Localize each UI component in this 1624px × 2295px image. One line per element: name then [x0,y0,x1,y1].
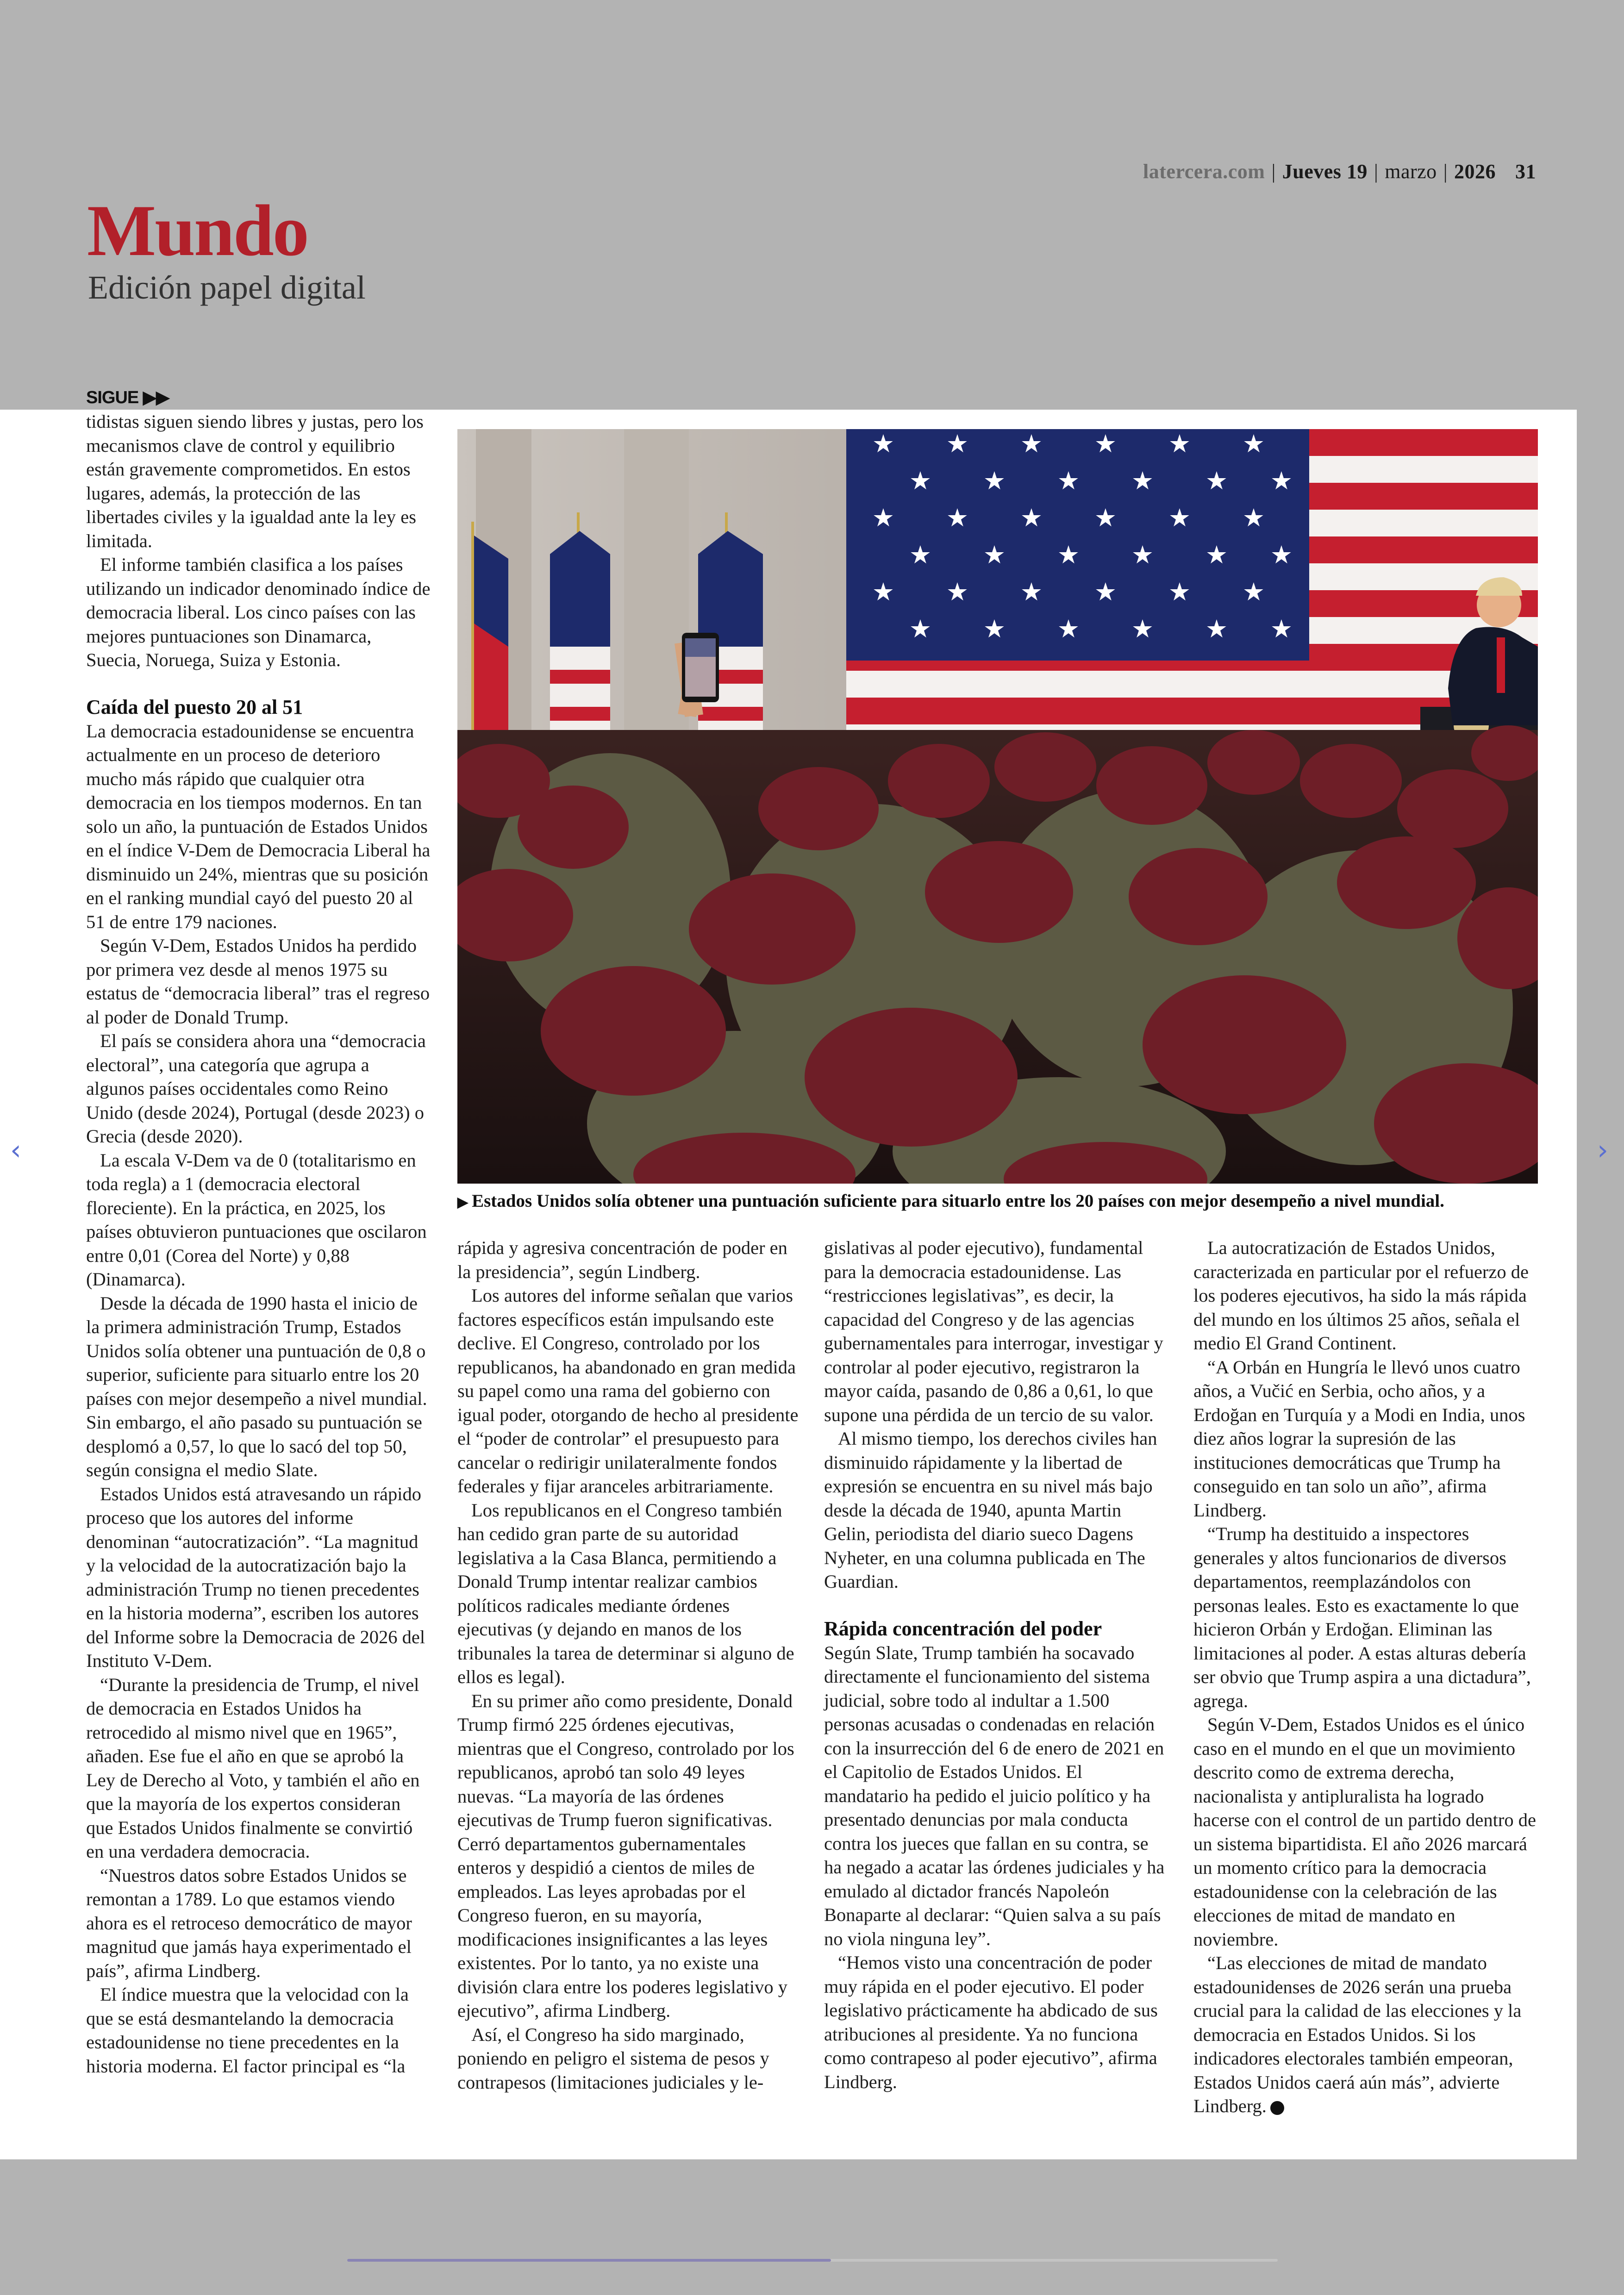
issue-meta [1143,160,1536,183]
issue-day: Jueves 19 [1282,160,1368,183]
paragraph: El índice muestra que la velocidad con la que se está desmantelando la democracia estadounidense no tiene precedentes en la historia moderna. El factor principal es “la [86,1984,409,2077]
caption-text: Estados Unidos solía obtener una puntuación suficiente para situarlo entre los 20 países con mejor desempeño a nivel mundial. [472,1191,1444,1211]
meta-separator: | [1443,160,1448,183]
svg-text:★: ★ [1057,466,1080,495]
paragraph: gislativas al poder ejecutivo), fundamental para la democracia estadounidense. Las “restricciones legislativas”, es decir, la capacidad del Congreso y de las agencias gubernamentales para interrogar, investigar y controlar al poder ejecutivo, registraron la mayor caída, pasando de 0,86 a 0,61, lo que supone una pérdida de un tercio de su valor. [824,1237,1163,1425]
meta-separator: | [1271,160,1276,183]
svg-text:★: ★ [1205,540,1228,569]
svg-text:★: ★ [1270,614,1293,643]
paragraph: El informe también clasifica a los países utilizando un indicador denominado índice de democracia liberal. Los cinco países con las mejores puntuaciones son Dinamarca, Suecia, Noruega, Suiza y Estonia. [86,554,431,670]
svg-text:★: ★ [1242,429,1265,458]
svg-text:★: ★ [1242,503,1265,532]
edition-subtitle: Edición papel digital [88,269,366,306]
caption-marker-icon: ▶ [457,1195,468,1210]
issue-month: marzo [1385,160,1437,183]
svg-text:★: ★ [1270,540,1293,569]
section-title: Mundo [87,190,308,271]
paragraph: rápida y agresiva concentración de poder en la presidencia”, según Lindberg. [457,1237,787,1282]
svg-text:★: ★ [909,614,932,643]
svg-text:★: ★ [1094,503,1117,532]
prev-page-button[interactable]: ‹ [10,1134,21,1166]
svg-text:★: ★ [1094,577,1117,606]
paragraph: “Durante la presidencia de Trump, el nivel de democracia en Estados Unidos ha retrocedido al mismo nivel que en 1965”, añaden. Ese fue el año en que se aprobó la Ley de Derecho al Voto, y también el año en que la mayoría de los expertos consideran que Estados Unidos finalmente se convirtió en una verdadera democracia. [86,1674,420,1862]
paragraph: Desde la década de 1990 hasta el inicio de la primera administración Trump, Estados Unidos solía obtener una puntuación de 0,8 o superior, suficiente para situarlo entre los 20 países con mejor desempeño a nivel mundial. Sin embargo, el año pasado su puntuación se desplomó a 0,57, lo que lo sacó del top 50, según consigna el medio Slate. [86,1292,427,1480]
svg-text:★: ★ [983,614,1006,643]
paragraph: La escala V-Dem va de 0 (totalitarismo en toda regla) a 1 (democracia electoral floreciente). En la práctica, en 2025, los países obtuvieron puntuaciones que oscilaron entre 0,01 (Corea del Norte) y 0,88 (Dinamarca). [86,1149,427,1290]
svg-text:★: ★ [1057,540,1080,569]
paragraph: En su primer año como presidente, Donald Trump firmó 225 órdenes ejecutivas, mientras que el Congreso, controlado por los republicanos, aprobó tan solo 49 leyes nuevas. “La mayoría de las órdenes ejecutivas de Trump fueron significativas. Cerró departamentos gubernamentales enteros y despidió a cientos de miles de empleados. Las leyes aprobadas por el Congreso fueron, en su mayoría, modificaciones insignificantes a las leyes existentes. Por lo tanto, ya no existe una división clara entre los poderes legislativo y ejecutivo”, afirma Lindberg. [457,1690,794,2021]
svg-text:★: ★ [1270,466,1293,495]
svg-text:★: ★ [1020,429,1043,458]
svg-text:★: ★ [1205,614,1228,643]
article-column-3 [824,1236,1168,2094]
next-page-button[interactable]: › [1597,1134,1608,1166]
issue-year: 2026 [1454,160,1496,183]
photo-caption [457,1191,1545,1211]
paragraph: Los autores del informe señalan que varios factores específicos están impulsando este declive. El Congreso, controlado por los republicanos, ha abandonado en gran medida su papel como una rama del gobierno con igual poder, otorgando de hecho al presidente el “poder de controlar” el presupuesto para cancelar o redirigir unilateralmente fondos federales y fijar aranceles arbitrariamente. [457,1285,799,1497]
svg-text:★: ★ [983,466,1006,495]
svg-text:★: ★ [946,503,969,532]
svg-text:★: ★ [909,540,932,569]
svg-text:★: ★ [1242,577,1265,606]
article-column-4 [1193,1236,1538,2118]
svg-text:★: ★ [946,429,969,458]
paragraph: “A Orbán en Hungría le llevó unos cuatro años, a Vučić en Serbia, ocho años, y a Erdoğan en Turquía y a Modi en India, unos diez años lograr la supresión de las instituciones democráticas que Trump ha conseguido en tan solo un año”, afirma Lindberg. [1193,1356,1525,1521]
svg-text:★: ★ [1205,466,1228,495]
page-progress-bar[interactable] [347,2259,1278,2262]
svg-text:★: ★ [983,540,1006,569]
paragraph: Los republicanos en el Congreso también han cedido gran parte de su autoridad legislativa a la Casa Blanca, permitiendo a Donald Trump intentar realizar cambios políticos radicales mediante órdenes ejecutivas (y dejando en manos de los tribunales la tarea de determinar si alguno de ellos es legal). [457,1499,794,1687]
svg-text:★: ★ [1131,466,1154,495]
article-column-2 [457,1236,802,2094]
paragraph: Según Slate, Trump también ha socavado directamente el funcionamiento del sistema judicial, sobre todo al indultar a 1.500 personas acusadas o condenadas en relación con la insurrección del 6 de enero de 2021 en el Capitolio de Estados Unidos. El mandatario ha pedido el juicio político y ha presentado denuncias por mala conducta contra los jueces que fallan en su contra, se ha negado a acatar las órdenes judiciales y ha emulado al dictador francés Napoleón Bonaparte al declarar: “Quien salva a su país no viola ninguna ley”. [824,1642,1165,1949]
svg-text:★: ★ [1094,429,1117,458]
paragraph: Al mismo tiempo, los derechos civiles han disminuido rápidamente y la libertad de expresión se encuentra en su nivel más bajo desde la década de 1940, apunta Martin Gelin, periodista del diario sueco Dagens Nyheter, en una columna publicada en The Guardian. [824,1428,1157,1592]
final-text: “Las elecciones de mitad de mandato estadounidenses de 2026 serán una prueba crucial para la calidad de las elecciones y la democracia en Estados Unidos. Si los indicadores electorales también empeoran, Estados Unidos caerá aún más”, advierte Lindberg. [1193,1952,1522,2116]
paragraph-final [1193,1951,1538,2118]
page-progress-fill [347,2259,831,2262]
paragraph: La autocratización de Estados Unidos, caracterizada en particular por el refuerzo de los poderes ejecutivos, ha sido la más rápida del mundo en los últimos 25 años, señala el medio El Grand Continent. [1193,1237,1529,1353]
subheading-concentracion: Rápida concentración del poder [824,1617,1102,1640]
paragraph: tidistas siguen siendo libres y justas, pero los mecanismos clave de control y equilibrio están gravemente comprometidos. En estos lugares, además, la protección de las libertades civiles y la igualdad ante la ley es limitada. [86,411,424,551]
svg-text:★: ★ [1168,503,1191,532]
photo-trump-speech-to-troops-icon [457,429,1538,1184]
paragraph: Estados Unidos está atravesando un rápido proceso que los autores del informe denominan “autocratización”. “La magnitud y la velocidad de la autocratización bajo la administración Trump no tienen precedentes en la historia moderna”, escriben los autores del Informe sobre la Democracia de 2026 del Instituto V-Dem. [86,1483,425,1671]
subheading-caida: Caída del puesto 20 al 51 [86,695,303,718]
paragraph: El país se considera ahora una “democracia electoral”, una categoría que agrupa a algunos países occidentales como Reino Unido (desde 2024), Portugal (desde 2023) o Grecia (desde 2020). [86,1030,426,1147]
article-photo [457,429,1538,1184]
svg-text:★: ★ [1131,614,1154,643]
page-number: 31 [1515,160,1536,183]
article-column-1 [86,410,431,2078]
paragraph: La democracia estadounidense se encuentra actualmente en un proceso de deterioro mucho más rápido que cualquier otra democracia en los tiempos modernos. En tan solo un año, la puntuación de Estados Unidos en el índice V-Dem de Democracia Liberal ha disminuido un 24%, mientras que su posición en el ranking mundial cayó del puesto 20 al 51 de entre 179 naciones. [86,720,431,932]
svg-text:★: ★ [1020,577,1043,606]
svg-text:★: ★ [1020,503,1043,532]
meta-separator: | [1374,160,1379,183]
svg-text:★: ★ [872,429,895,458]
end-mark-icon [1270,2101,1284,2115]
svg-text:★: ★ [1131,540,1154,569]
paragraph: Así, el Congreso ha sido marginado, poniendo en peligro el sistema de pesos y contrapesos (limitaciones judiciales y le- [457,2024,769,2093]
paragraph: “Nuestros datos sobre Estados Unidos se remontan a 1789. Lo que estamos viendo ahora es el retroceso democrático de mayor magnitud que jamás haya experimentado el país”, afirma Lindberg. [86,1865,412,1981]
svg-text:★: ★ [1168,429,1191,458]
paragraph: “Hemos visto una concentración de poder muy rápida en el poder ejecutivo. El poder legislativo prácticamente ha abdicado de sus atribuciones al presidente. Ya no funciona como contrapeso al poder ejecutivo”, afirma Lindberg. [824,1952,1158,2092]
svg-text:★: ★ [872,503,895,532]
article-sheet [0,410,1577,2159]
paragraph: Según V-Dem, Estados Unidos es el único caso en el mundo en el que un movimiento descrito como de extrema derecha, nacionalista y antipluralista ha logrado hacerse con el control de un partido dentro de un sistema bipartidista. El año 2026 marcará un momento crítico para la democracia estadounidense con la celebración de las elecciones de mitad de mandato en noviembre. [1193,1714,1536,1950]
site-name[interactable]: latercera.com [1143,160,1265,183]
continues-label: SIGUE ▶▶ [86,388,169,407]
paragraph: “Trump ha destituido a inspectores generales y altos funcionarios de diversos departamentos, reemplazándolos con personas leales. Esto es exactamente lo que hicieron Orbán y Erdoğan. Eliminan las limitaciones al poder. A estas alturas debería ser obvio que Trump aspira a una dictadura”, agrega. [1193,1523,1531,1711]
svg-text:★: ★ [1168,577,1191,606]
svg-text:★: ★ [872,577,895,606]
paragraph: Según V-Dem, Estados Unidos ha perdido por primera vez desde al menos 1975 su estatus de “democracia liberal” tras el regreso al poder de Donald Trump. [86,935,430,1028]
svg-text:★: ★ [909,466,932,495]
svg-text:★: ★ [1057,614,1080,643]
svg-text:★: ★ [946,577,969,606]
